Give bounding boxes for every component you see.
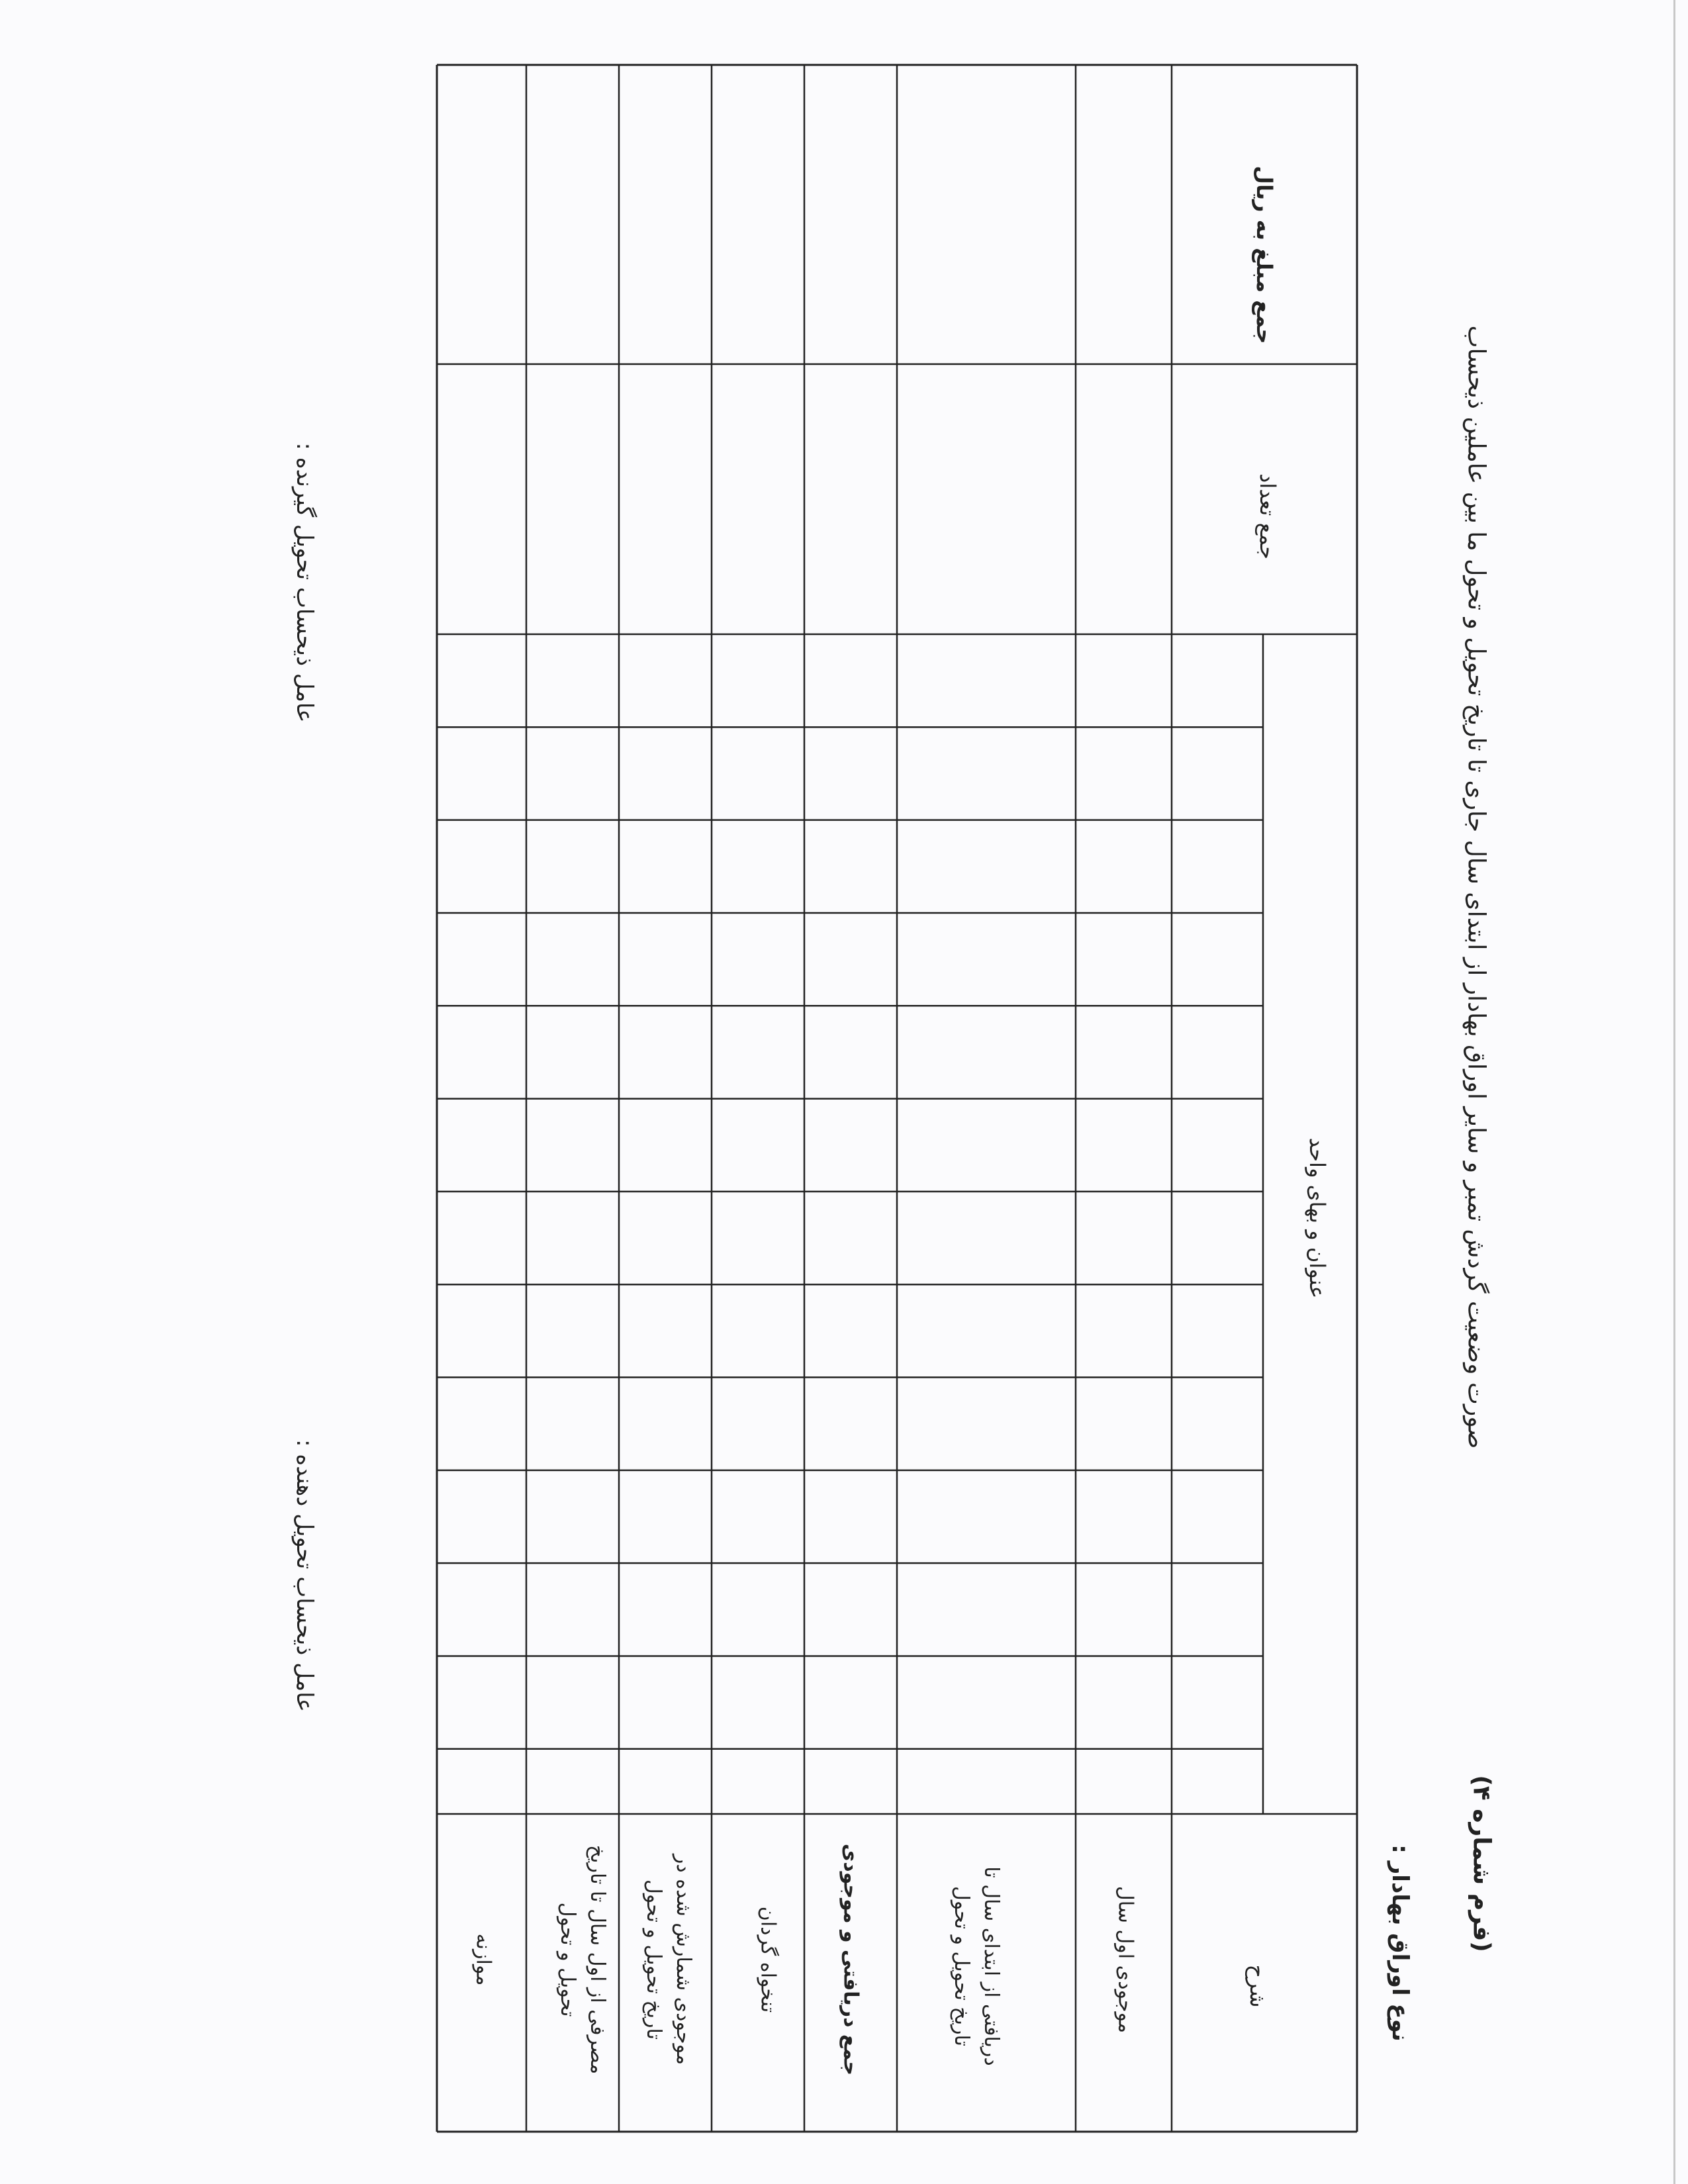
total-amount-header: جمع مبلغ به ریال	[1252, 166, 1277, 344]
row-label-counted-balance: موجودی شمارش شده در تاریخ تحویل و تحول	[642, 1854, 695, 2065]
total-count-header: جمع تعداد	[1255, 473, 1280, 559]
form-title: صورت وضعیت گردش تمبر و سایر اوراق بهادار از ابتدای سال جاری تا تاریخ تحویل و تحول ما بین عاملین ذیحساب	[1462, 325, 1490, 1449]
form-number: (فرم شماره ۴)	[1468, 1775, 1495, 1952]
row-label-received: دریافتی از ابتدای سال تا تاریخ تحویل و تحول	[950, 1866, 1003, 2066]
row-label-opening-balance: موجودی اول سال	[1113, 1885, 1137, 2034]
deliverer-signature-label: عامل ذیحساب تحویل دهنده :	[291, 1439, 318, 1712]
row-label-consumed: مصرفی از اول سال تا تاریخ تحویل و تحول	[556, 1844, 609, 2075]
description-header: شرح	[1245, 1964, 1270, 2008]
securities-type-label: نوع اوراق بهادار :	[1387, 1844, 1413, 2042]
row-label-petty-cash: تنخواه گردان	[756, 1906, 780, 2013]
title-unit-price-header: عنوان و بهای واحد	[1305, 1137, 1330, 1299]
receiver-signature-label: عامل ذیحساب تحویل گیرنده :	[291, 442, 318, 723]
row-label-balance: موازنه	[471, 1933, 495, 1986]
row-label-total-received-and-balance: جمع دریافتی و موجودی	[839, 1843, 863, 2076]
